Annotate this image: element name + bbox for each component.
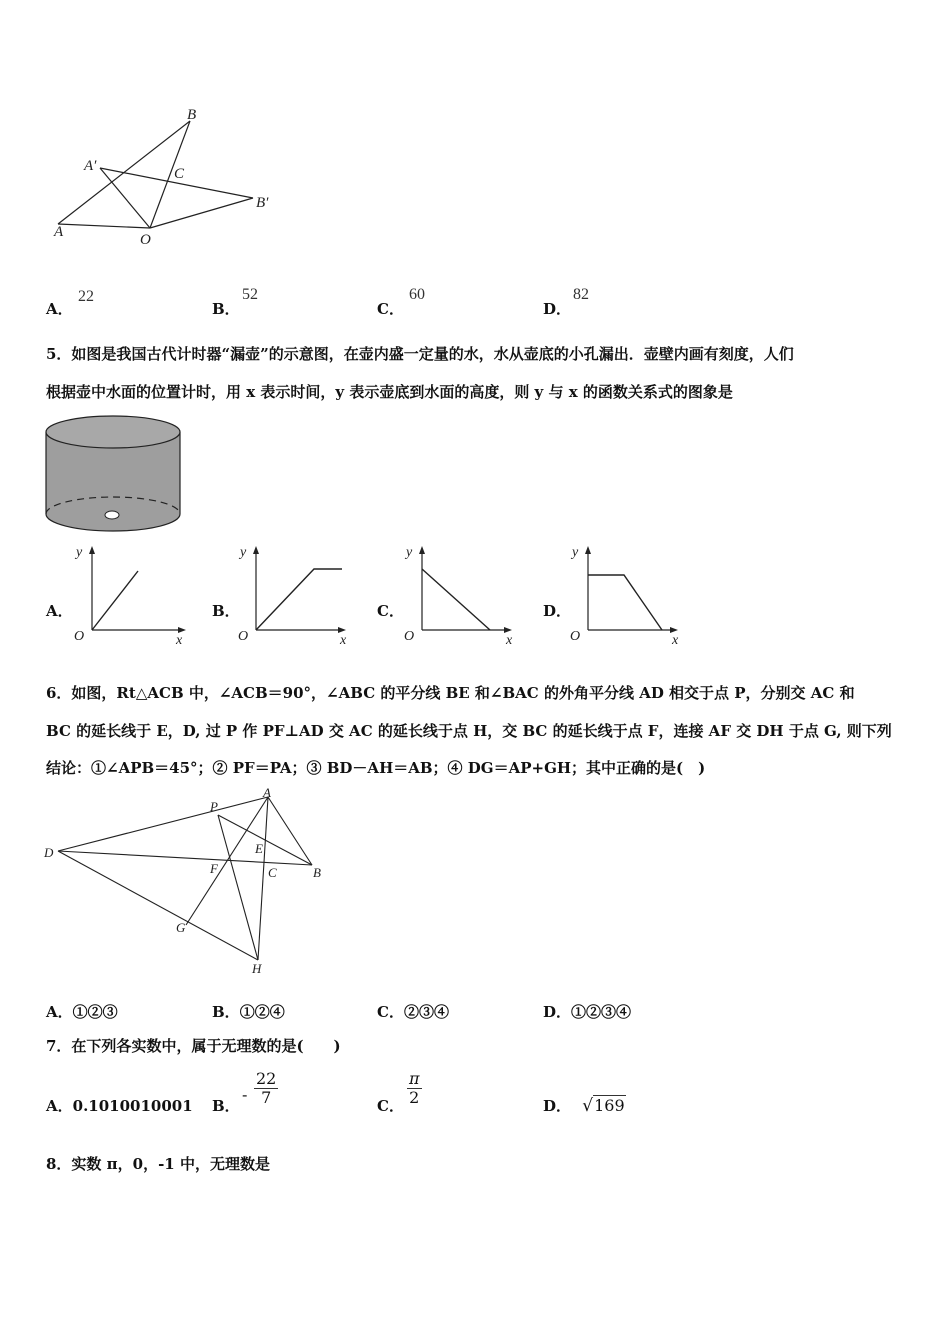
q4-option-a[interactable] [46, 288, 94, 319]
fraction-denominator: 7 [261, 1088, 272, 1107]
label-B: B [187, 107, 197, 123]
option-value: ①②④ [239, 1003, 285, 1021]
segment-A'O [100, 168, 150, 228]
label-A-prime: A′ [84, 158, 97, 174]
segment-OB' [150, 198, 253, 228]
option-letter: B． [212, 300, 240, 318]
option-letter: A． [46, 300, 73, 318]
graph-line [256, 569, 342, 630]
option-letter: B． [212, 1003, 240, 1021]
option-value: ①②③④ [571, 1003, 632, 1021]
q7-option-d[interactable] [543, 1095, 626, 1116]
q7-option-b[interactable] [212, 1069, 277, 1118]
q5-option-d[interactable] [543, 600, 571, 621]
q4-option-b[interactable] [212, 286, 258, 319]
option-letter: B． [212, 1097, 240, 1115]
q5-graph-d [568, 542, 688, 646]
sqrt-expression [582, 1096, 625, 1116]
q5-text-line2: 根据壶中水面的位置计时，用 x 表示时间，y 表示壶底到水面的高度，则 y 与 x 的函数关系式的图象是 [46, 383, 733, 401]
label-P: P [210, 799, 218, 814]
origin-label: O [74, 629, 85, 644]
q8-text-line1: 8．实数 π，0，-1 中，无理数是 [46, 1155, 270, 1173]
q7-option-a[interactable] [46, 1095, 193, 1116]
fraction-denominator: 2 [409, 1088, 420, 1107]
q6-text-line3: 结论：①∠APB＝45°；② PF＝PA；③ BD－AH＝AB；④ DG＝AP+GH；其中正确的是( ) [46, 759, 706, 777]
label-D: D [44, 845, 54, 860]
axis-y-label: y [406, 545, 413, 560]
option-letter: D． [543, 602, 572, 620]
option-value: 60 [409, 286, 425, 303]
segment-AO [58, 224, 150, 228]
fraction-numerator: π [409, 1069, 420, 1088]
label-C: C [174, 166, 185, 182]
q4-geometry-figure [40, 100, 300, 250]
label-C: C [268, 865, 277, 880]
q6-option-c[interactable] [377, 1001, 449, 1022]
option-value: 22 [78, 288, 94, 305]
option-value: ①②③ [72, 1003, 118, 1021]
q6-option-a[interactable] [46, 1001, 118, 1022]
q5-option-a[interactable] [46, 600, 73, 621]
option-value: 0.1010010001 [72, 1097, 193, 1115]
label-B-prime: B′ [256, 195, 269, 211]
q6-text-line1: 6．如图，Rt△ACB 中，∠ACB＝90°，∠ABC 的平分线 BE 和∠BAC 的外角平分线 AD 相交于点 P，分别交 AC 和 [46, 684, 855, 702]
axis-y-label: y [240, 545, 247, 560]
label-E: E [255, 841, 263, 856]
axis-x-label: x [340, 633, 347, 646]
q5-option-c[interactable] [377, 600, 404, 621]
q5-graph-b [236, 542, 356, 646]
option-value: 82 [573, 286, 589, 303]
q7-text-line1: 7．在下列各实数中，属于无理数的是( ) [46, 1037, 341, 1055]
q6-option-d[interactable] [543, 1001, 631, 1022]
label-F: F [210, 861, 218, 876]
axis-x-label: x [672, 633, 679, 646]
q5-graph-c [402, 542, 522, 646]
q4-option-c[interactable] [377, 286, 425, 319]
origin-label: O [238, 629, 249, 644]
option-letter: D． [543, 1003, 572, 1021]
option-value: 52 [242, 286, 258, 303]
axis-y-label: y [76, 545, 83, 560]
option-letter: D． [543, 300, 572, 318]
option-sign: - [242, 1085, 248, 1104]
axis-x-label: x [176, 633, 183, 646]
label-A: A [54, 224, 64, 240]
option-letter: C． [377, 1003, 404, 1021]
origin-label: O [570, 629, 581, 644]
q5-water-clock-figure [42, 414, 184, 536]
fraction [254, 1070, 278, 1107]
graph-line [422, 569, 490, 630]
q6-text-line2: BC 的延长线于 E，D, 过 P 作 PF⊥AD 交 AC 的延长线于点 H，交 BC 的延长线于点 F，连接 AF 交 DH 于点 G, 则下列 [46, 722, 892, 740]
q5-text-line1: 5．如图是我国古代计时器“漏壶”的示意图，在壶内盛一定量的水，水从壶底的小孔漏出．壶壁内画有刻度，人们 [46, 345, 794, 363]
option-value: ②③④ [403, 1003, 449, 1021]
axis-y-label: y [572, 545, 579, 560]
label-O: O [140, 232, 151, 248]
option-letter: C． [377, 1097, 404, 1115]
q5-graph-a [72, 542, 192, 646]
graph-line [92, 571, 138, 630]
sqrt-radicand: 169 [594, 1096, 625, 1115]
label-G: G [176, 920, 186, 935]
sqrt-icon: √ [582, 1096, 594, 1116]
option-letter: C． [377, 602, 404, 620]
q6-option-b[interactable] [212, 1001, 285, 1022]
leak-hole [105, 511, 119, 519]
origin-label: O [404, 629, 415, 644]
label-H: H [252, 961, 262, 976]
fraction [407, 1070, 422, 1107]
option-letter: A． [46, 602, 73, 620]
q7-option-c[interactable] [377, 1069, 420, 1118]
option-letter: C． [377, 300, 404, 318]
label-A: A [263, 785, 271, 800]
q6-geometry-figure [40, 785, 340, 980]
option-letter: A． [46, 1003, 73, 1021]
graph-line [588, 575, 662, 630]
fraction-numerator: 22 [256, 1069, 277, 1088]
q4-option-d[interactable] [543, 286, 589, 319]
axis-x-label: x [506, 633, 513, 646]
option-letter: A． [46, 1097, 73, 1115]
option-letter: B． [212, 602, 240, 620]
option-letter: D． [543, 1097, 572, 1115]
label-B: B [313, 865, 321, 880]
